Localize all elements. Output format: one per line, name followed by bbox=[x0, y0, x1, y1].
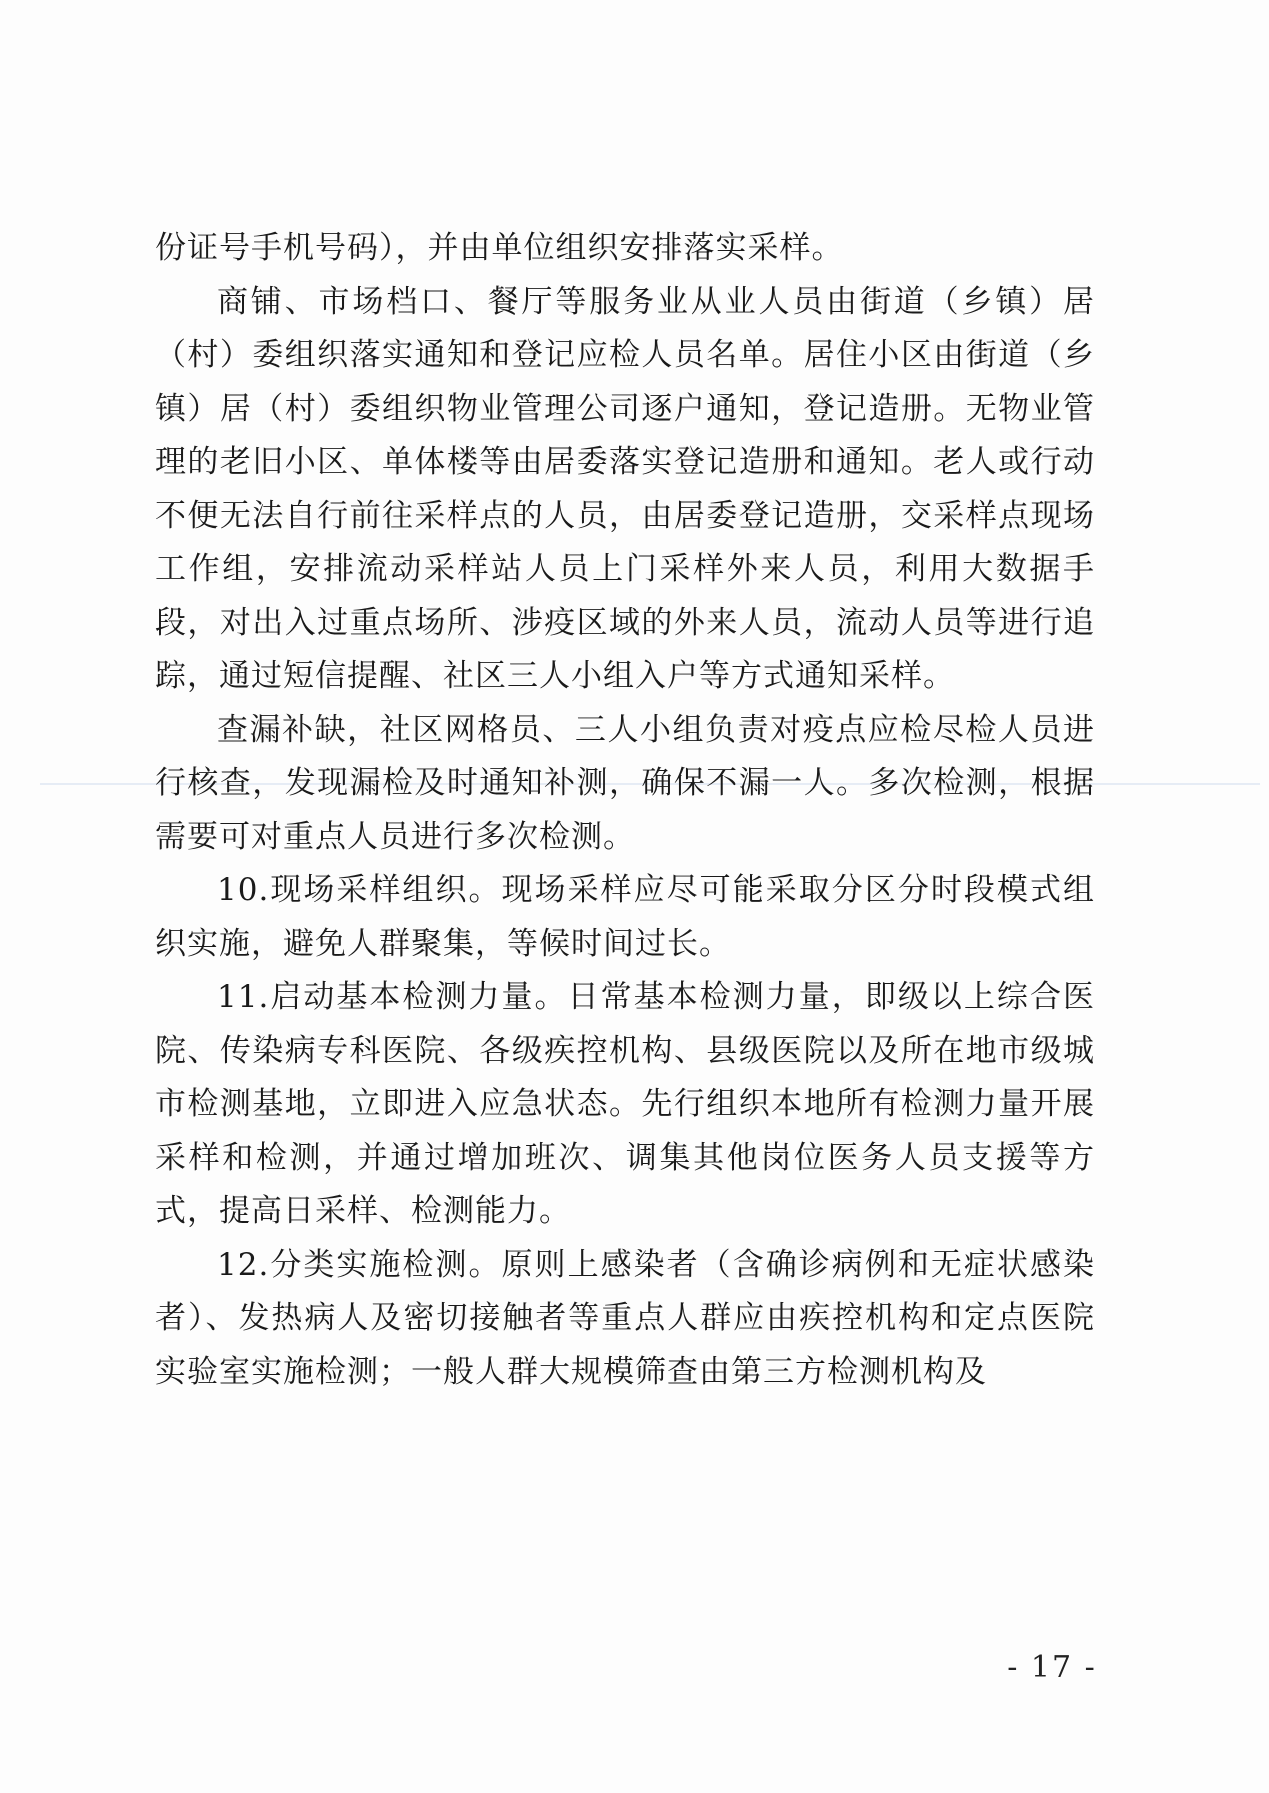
paragraph-4: 10.现场采样组织。现场采样应尽可能采取分区分时段模式组织实施，避免人群聚集，等候时间过长。 bbox=[155, 872, 1095, 962]
paragraph-1: 份证号手机号码），并由单位组织安排落实采样。 bbox=[155, 230, 844, 266]
paragraph-5: 11.启动基本检测力量。日常基本检测力量，即级以上综合医院、传染病专科医院、各级疾控机构、县级医院以及所在地市级城市检测基地，立即进入应急状态。先行组织本地所有检测力量开展采样和检测，并通过增加班次、调集其他岗位医务人员支援等方式，提高日采样、检测能力。 bbox=[155, 979, 1095, 1229]
page-number: - 17 - bbox=[1007, 1650, 1097, 1685]
paragraph-6: 12.分类实施检测。原则上感染者（含确诊病例和无症状感染者）、发热病人及密切接触者等重点人群应由疾控机构和定点医院实验室实施检测；一般人群大规模筛查由第三方检测机构及 bbox=[155, 1246, 1095, 1390]
paragraph-3: 查漏补缺，社区网格员、三人小组负责对疫点应检尽检人员进行核查，发现漏检及时通知补测，确保不漏一人。多次检测，根据需要可对重点人员进行多次检测。 bbox=[155, 711, 1095, 855]
paragraph-2: 商铺、市场档口、餐厅等服务业从业人员由街道（乡镇）居（村）委组织落实通知和登记应检人员名单。居住小区由街道（乡镇）居（村）委组织物业管理公司逐户通知，登记造册。无物业管理的老旧小区、单体楼等由居委落实登记造册和通知。老人或行动不便无法自行前往采样点的人员，由居委登记造册，交采样点现场工作组，安排流动采样站人员上门采样外来人员，利用大数据手段，对出入过重点场所、涉疫区域的外来人员，流动人员等进行追踪，通过短信提醒、社区三人小组入户等方式通知采样。 bbox=[155, 283, 1095, 694]
document-body bbox=[155, 222, 1095, 1399]
